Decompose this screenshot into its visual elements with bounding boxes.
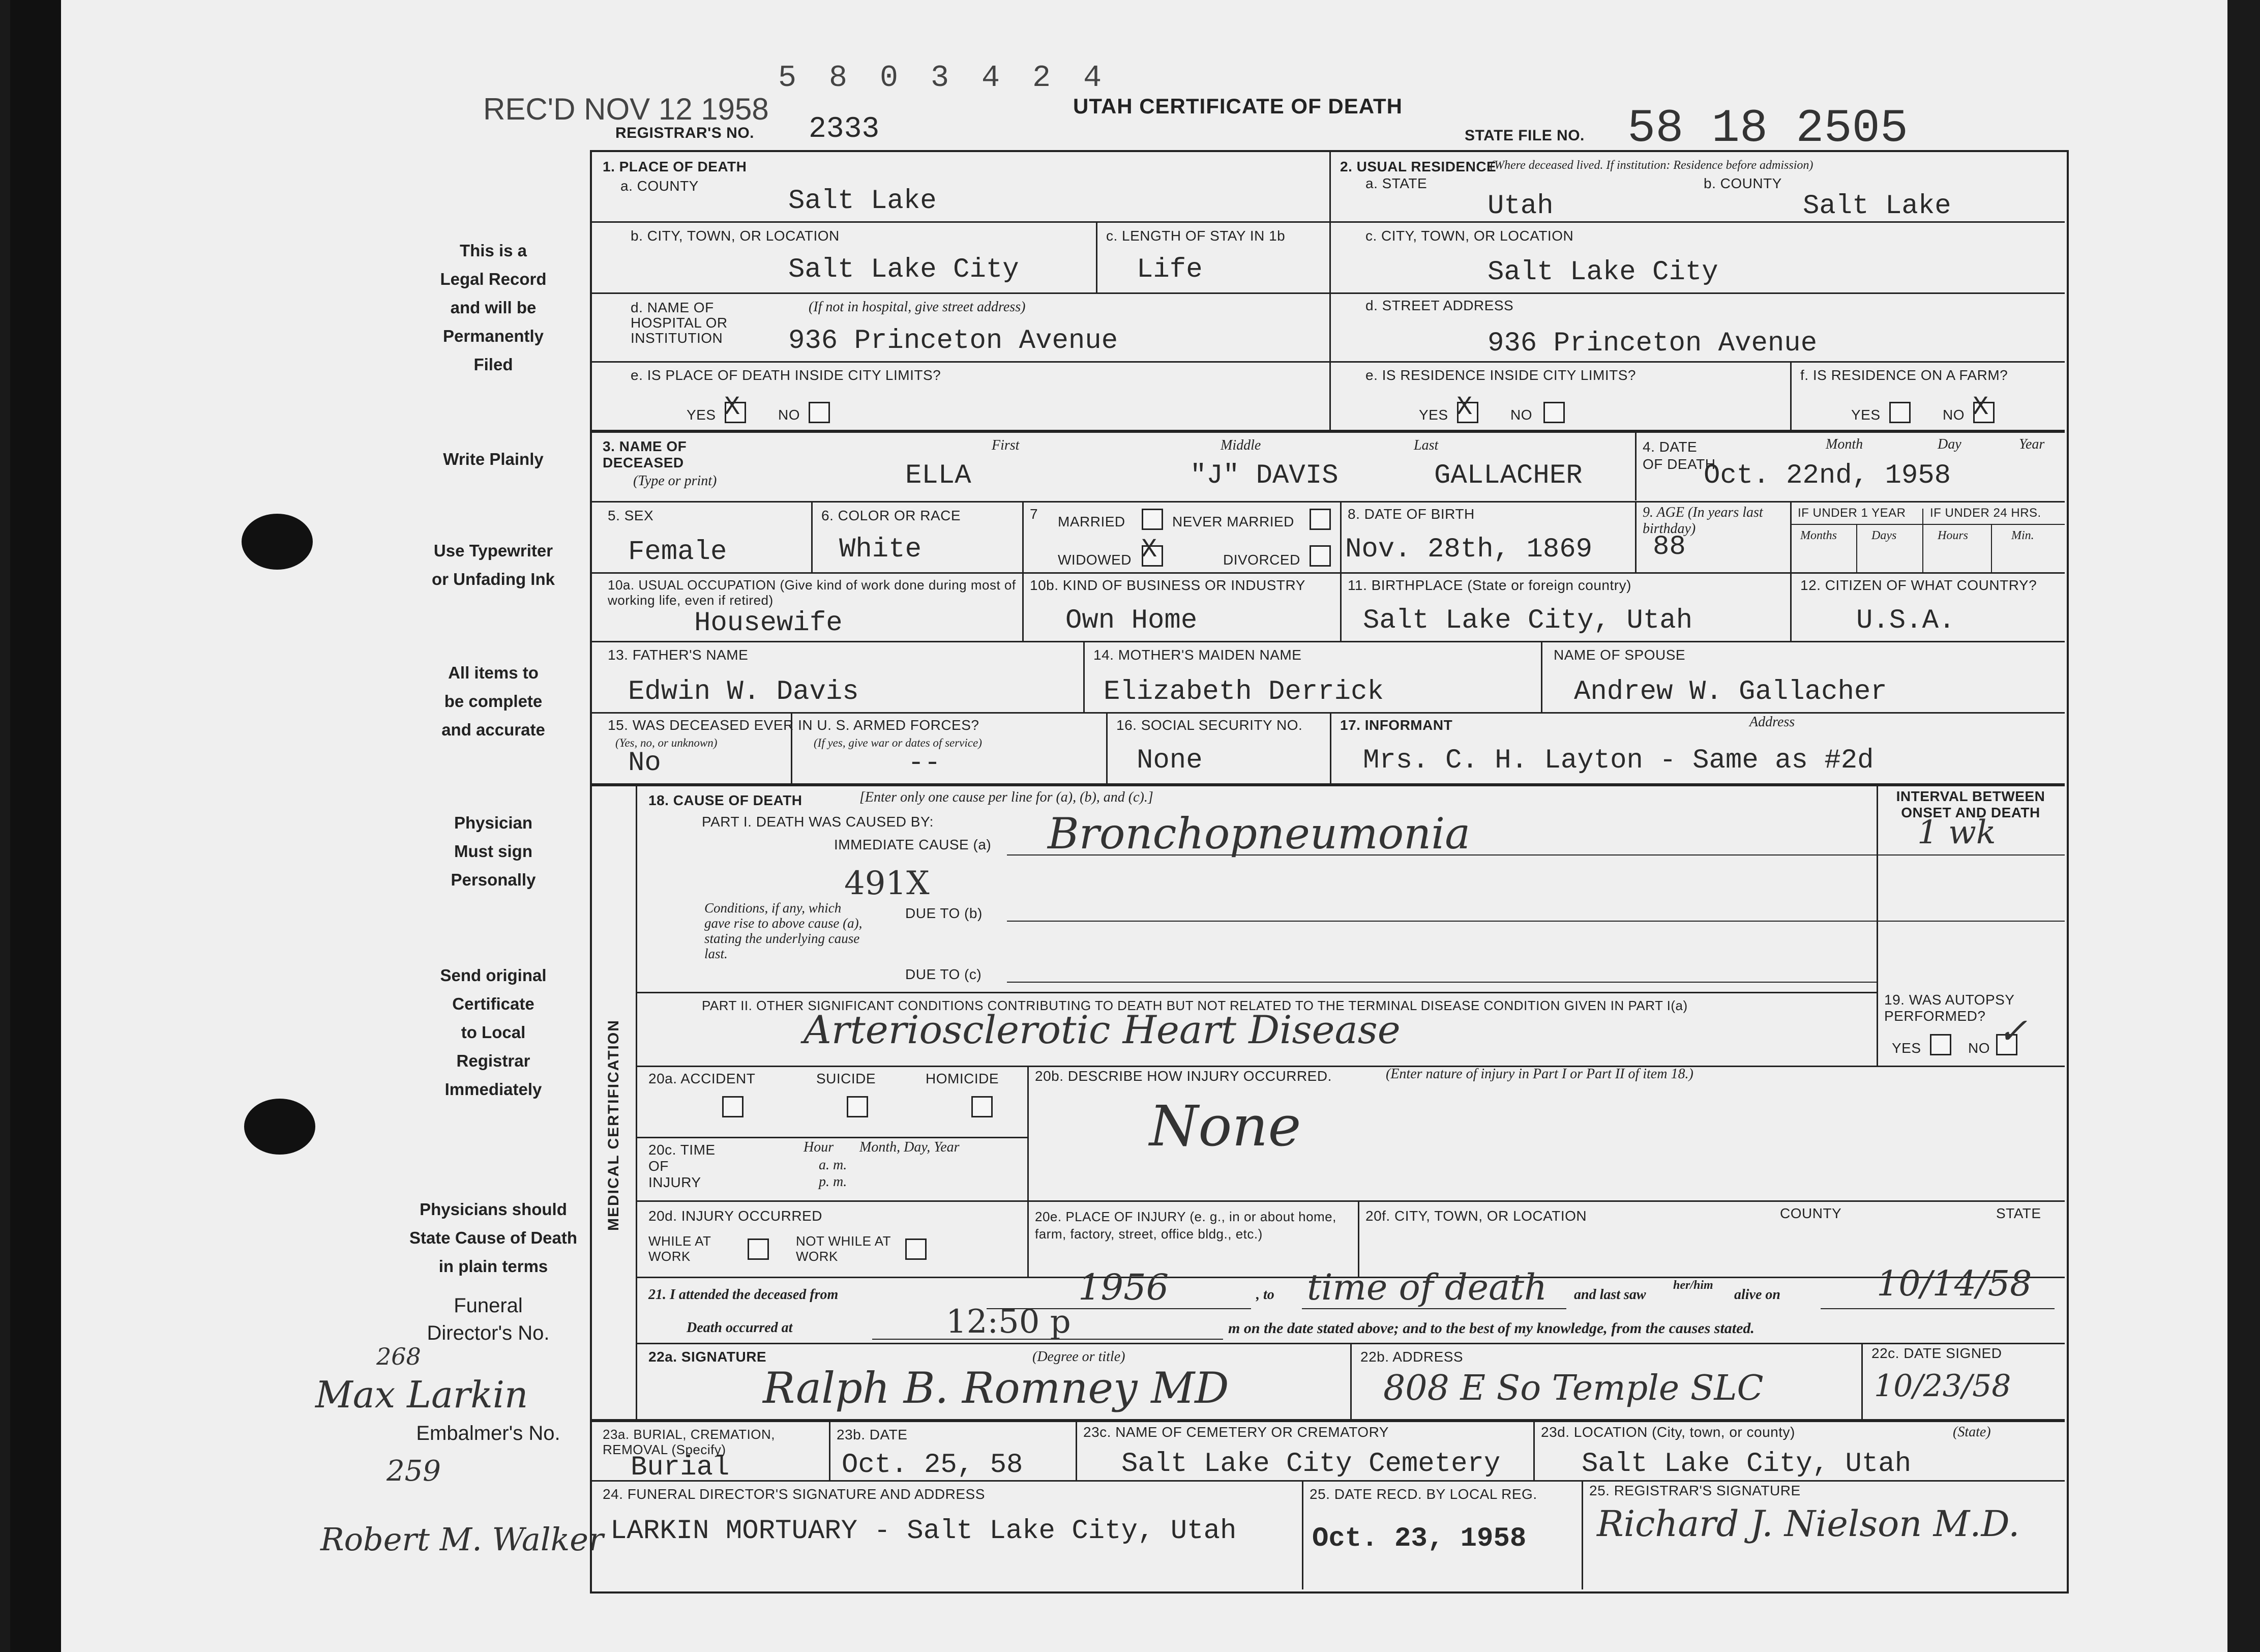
stamp-numbers: 5 8 0 3 4 2 4 [778,61,1109,96]
business-label: 10b. KIND OF BUSINESS OR INDUSTRY [1030,577,1305,593]
age-label: 9. AGE (In years last birthday) [1643,505,1763,537]
death-inside-yes-label: YES [687,407,716,423]
months-label: Months [1800,529,1837,542]
time-of-injury-label: 20c. TIME OF INJURY [648,1142,716,1190]
mother-name: Elizabeth Derrick [1104,676,1384,707]
middle-name-label: Middle [1221,437,1261,453]
deceased-name-note: (Type or print) [633,473,717,489]
date-of-birth: Nov. 28th, 1869 [1345,534,1593,565]
her-him-label: her/him [1673,1279,1713,1292]
marital-num: 7 [1030,506,1038,522]
informant: Mrs. C. H. Layton - Same as #2d [1363,745,1874,776]
month-label: Month [1826,436,1863,452]
occupation: Housewife [694,608,843,639]
day-label: Day [1938,436,1961,452]
while-work-checkbox[interactable] [748,1238,769,1260]
res-inside-no-checkbox[interactable] [1543,402,1565,423]
interval: 1 wk [1917,814,1996,851]
residence-state: Utah [1488,191,1554,222]
residence-city-label: c. CITY, TOWN, OR LOCATION [1365,228,1574,244]
burial-method: Burial [631,1452,730,1483]
part2-label: PART II. OTHER SIGNIFICANT CONDITIONS CONTRIBUTING TO DEATH BUT NOT RELATED TO THE TERMINAL DISEASE CONDITION GIVEN IN PART I(a) [702,998,1688,1013]
first-name-label: First [992,437,1020,453]
married-label: MARRIED [1058,514,1125,529]
due-to-b-label: DUE TO (b) [905,905,983,921]
street-address: 936 Princeton Avenue [1488,328,1818,359]
autopsy-label: 19. WAS AUTOPSY PERFORMED? [1884,992,2014,1024]
autopsy-no-label: NO [1968,1040,1990,1056]
homicide-checkbox[interactable] [971,1096,993,1117]
send-original-note: Send original Certificate to Local Registrar Immediately [440,966,547,1099]
date-signed-label: 22c. DATE SIGNED [1871,1345,2002,1361]
pm-label: p. m. [819,1174,847,1190]
armed-forces-note2: (If yes, give war or dates of service) [814,736,982,749]
funeral-director-label: Funeral Director's No. [427,1294,550,1344]
informant-address-label: Address [1749,714,1795,730]
autopsy-yes-label: YES [1892,1040,1921,1056]
embalmer-signature: Robert M. Walker [320,1521,604,1558]
stay-label: c. LENGTH OF STAY IN 1b [1106,228,1286,244]
injury-description: None [1149,1094,1301,1159]
res-inside-mark: X [1456,392,1473,422]
punch-hole [242,514,313,570]
physician-sign-note: Physician Must sign Personally [451,813,536,889]
informant-label: 17. INFORMANT [1340,717,1453,733]
death-occurred-label: Death occurred at [687,1320,793,1336]
cause-note: [Enter only one cause per line for (a), (b), and (c).] [859,789,1153,805]
alive-on-date: 10/14/58 [1877,1264,2032,1304]
write-plainly-note: Write Plainly [443,450,544,468]
under-24-hours-label: IF UNDER 24 HRS. [1930,506,2041,520]
certificate-title: UTAH CERTIFICATE OF DEATH [1073,94,1403,118]
describe-injury-label: 20b. DESCRIBE HOW INJURY OCCURRED. [1035,1068,1332,1084]
business: Own Home [1065,605,1198,636]
attended-from: 1956 [1078,1266,1169,1308]
first-name: ELLA [905,460,971,491]
while-work-label: WHILE AT WORK [648,1233,711,1264]
hospital-note: (If not in hospital, give street address) [809,299,1026,315]
cause-label: 18. CAUSE OF DEATH [648,792,802,808]
medical-certification-label: MEDICAL CERTIFICATION [605,1019,622,1231]
due-to-c-label: DUE TO (c) [905,966,982,982]
last-name: GALLACHER [1434,460,1583,491]
funeral-director-sig-label: 24. FUNERAL DIRECTOR'S SIGNATURE AND ADDRESS [603,1486,985,1502]
date-of-death: Oct. 22nd, 1958 [1704,460,1951,491]
married-checkbox[interactable] [1142,509,1163,530]
state-file-no: 58 18 2505 [1627,102,1909,155]
immediate-cause: Bronchopneumonia [1048,809,1471,859]
cemetery-name: Salt Lake City Cemetery [1121,1449,1501,1480]
year-label: Year [2019,436,2045,452]
autopsy-mark: ✓ [1998,1010,2028,1052]
state-file-label: STATE FILE NO. [1465,127,1585,144]
hospital-label: d. NAME OF HOSPITAL OR INSTITUTION [631,300,728,346]
sex-label: 5. SEX [608,508,654,523]
received-stamp: REC'D NOV 12 1958 [483,92,769,126]
date-signed: 10/23/58 [1874,1368,2011,1404]
funeral-director: LARKIN MORTUARY - Salt Lake City, Utah [610,1516,1237,1547]
accident-label: 20a. ACCIDENT [648,1071,756,1086]
farm-label: f. IS RESIDENCE ON A FARM? [1800,367,2008,383]
occupation-label: 10a. USUAL OCCUPATION (Give kind of work done during most of working life, even if retired) [608,577,1016,608]
embalmer-no: 259 [386,1455,441,1488]
typewriter-note: Use Typewriter or Unfading Ink [432,541,555,588]
burial-date: Oct. 25, 58 [842,1450,1023,1481]
farm-no-checkbox[interactable] [1973,392,1995,423]
embalmer-label: Embalmer's No. [416,1422,560,1444]
attended-to: time of death [1307,1266,1548,1308]
widowed-label: WIDOWED [1058,552,1132,568]
not-work-label: NOT WHILE AT WORK [796,1233,891,1264]
death-occurred-statement: m on the date stated above; and to the best of my knowledge, from the causes stated. [1228,1320,1755,1337]
describe-injury-note: (Enter nature of injury in Part I or Part II of item 18.) [1386,1066,1693,1082]
autopsy-yes-checkbox[interactable] [1930,1034,1951,1055]
mother-label: 14. MOTHER'S MAIDEN NAME [1093,647,1302,663]
birthplace-label: 11. BIRTHPLACE (State or foreign country) [1348,577,1631,593]
father-name: Edwin W. Davis [628,676,859,707]
spouse-name: Andrew W. Gallacher [1574,676,1887,707]
suicide-checkbox[interactable] [847,1096,868,1117]
under-1-year-label: IF UNDER 1 YEAR [1798,506,1906,520]
death-inside-city-label: e. IS PLACE OF DEATH INSIDE CITY LIMITS? [631,367,941,383]
citizenship: U.S.A. [1856,605,1955,636]
attended-to-label: , to [1256,1287,1274,1303]
deceased-name-label: 3. NAME OF DECEASED [603,438,687,470]
death-inside-no-checkbox[interactable] [809,402,830,423]
registrar-signature: Richard J. Nielson M.D. [1597,1503,2020,1545]
farm-no-label: NO [1943,407,1965,423]
burial-location: Salt Lake City, Utah [1582,1449,1912,1480]
usual-residence-label: 2. USUAL RESIDENCE [1340,159,1497,174]
alive-on-label: alive on [1734,1287,1780,1303]
degree-label: (Degree or title) [1032,1349,1125,1365]
death-inside-mark: X [724,392,740,422]
residence-county: Salt Lake [1803,191,1951,222]
last-saw-label: and last saw [1574,1287,1646,1303]
punch-hole [244,1099,315,1155]
ssn: None [1137,745,1203,776]
scan-edge [10,0,61,1652]
physician-signature: Ralph B. Romney MD [763,1363,1229,1413]
widowed-checkbox[interactable] [1141,535,1163,567]
registrar-label: REGISTRAR'S NO. [615,125,754,141]
death-county-label: a. COUNTY [620,178,699,194]
birthplace: Salt Lake City, Utah [1363,605,1693,636]
armed-forces-dates: -- [908,748,941,779]
residence-county-label: b. COUNTY [1704,175,1782,191]
physician-address: 808 E So Temple SLC [1383,1368,1764,1408]
registrar-signature-label: 25. REGISTRAR'S SIGNATURE [1589,1483,1801,1498]
farm-yes-checkbox[interactable] [1889,402,1911,423]
registrar-no: 2333 [809,113,880,146]
part1-label: PART I. DEATH WAS CAUSED BY: [702,814,934,830]
physician-address-label: 22b. ADDRESS [1360,1349,1464,1365]
am-label: a. m. [819,1157,847,1173]
place-of-death-label: 1. PLACE OF DEATH [603,159,747,174]
res-inside-city-label: e. IS RESIDENCE INSIDE CITY LIMITS? [1365,367,1636,383]
interval-label: INTERVAL BETWEEN ONSET AND DEATH [1896,788,2045,820]
items-complete-note: All items to be complete and accurate [441,663,545,739]
armed-forces: No [628,748,661,779]
funeral-director-no: 268 [376,1343,421,1370]
widowed-mark: X [1141,535,1157,565]
hours-label: Hours [1938,529,1969,542]
armed-forces-note1: (Yes, no, or unknown) [615,736,718,749]
injury-occurred-label: 20d. INJURY OCCURRED [648,1208,822,1224]
date-recd: Oct. 23, 1958 [1312,1523,1527,1554]
injury-city-label: 20f. CITY, TOWN, OR LOCATION [1365,1208,1587,1224]
burial-date-label: 23b. DATE [837,1427,908,1442]
burial-label: 23a. BURIAL, CREMATION, REMOVAL (Specify) [603,1427,775,1457]
death-city-label: b. CITY, TOWN, OR LOCATION [631,228,840,244]
part2-conditions: Arteriosclerotic Heart Disease [804,1007,1401,1052]
residence-note: (Where deceased lived. If institution: Residence before admission) [1490,159,1813,172]
father-label: 13. FATHER'S NAME [608,647,749,663]
attended-label: 21. I attended the deceased from [648,1287,839,1303]
divorced-checkbox[interactable] [1310,545,1331,567]
residence-state-label: a. STATE [1365,175,1428,191]
ssn-label: 16. SOCIAL SECURITY NO. [1116,717,1303,733]
homicide-label: HOMICIDE [926,1071,999,1086]
last-name-label: Last [1414,437,1439,453]
immediate-cause-label: IMMEDIATE CAUSE (a) [834,837,992,852]
certificate-paper [10,0,2227,1652]
cause-code: 491X [844,865,930,902]
conditions-note: Conditions, if any, which gave rise to above cause (a), stating the underlying cause last. [704,900,863,961]
res-inside-yes-checkbox[interactable] [1456,392,1478,423]
date-of-death-label: 4. DATE OF DEATH [1643,439,1716,472]
hospital-name: 936 Princeton Avenue [788,326,1118,357]
never-married-label: NEVER MARRIED [1172,514,1294,529]
street-address-label: d. STREET ADDRESS [1365,298,1514,313]
dob-label: 8. DATE OF BIRTH [1348,506,1475,522]
injury-county-label: COUNTY [1780,1205,1842,1221]
never-married-checkbox[interactable] [1310,509,1331,530]
res-inside-no-label: NO [1510,407,1532,423]
sex: Female [628,537,727,568]
days-label: Days [1871,529,1897,542]
stay-length: Life [1137,254,1203,285]
injury-state-label: STATE [1996,1205,2041,1221]
race: White [839,534,922,565]
funeral-director-signature: Max Larkin [315,1373,528,1416]
mdy-label: Month, Day, Year [859,1139,960,1155]
spouse-label: NAME OF SPOUSE [1554,647,1686,663]
signature-label: 22a. SIGNATURE [648,1349,767,1365]
res-inside-yes-label: YES [1419,407,1448,423]
death-time: 12:50 p [946,1303,1071,1341]
cemetery-label: 23c. NAME OF CEMETERY OR CREMATORY [1083,1424,1389,1440]
legal-note: This is a Legal Record and will be Permanently Filed [440,241,547,374]
middle-name: "J" DAVIS [1190,460,1339,491]
age: 88 [1653,532,1686,563]
suicide-label: SUICIDE [816,1071,876,1086]
hour-label: Hour [804,1139,834,1155]
autopsy-no-checkbox[interactable] [1996,1010,2028,1055]
date-recd-label: 25. DATE RECD. BY LOCAL REG. [1310,1486,1537,1502]
burial-state-label: (State) [1953,1424,1991,1440]
farm-yes-label: YES [1851,407,1881,423]
residence-city: Salt Lake City [1488,257,1718,288]
death-county: Salt Lake [788,186,937,217]
accident-checkbox[interactable] [722,1096,744,1117]
death-city: Salt Lake City [788,254,1019,285]
citizen-label: 12. CITIZEN OF WHAT COUNTRY? [1800,577,2037,593]
burial-location-label: 23d. LOCATION (City, town, or county) [1541,1424,1795,1440]
race-label: 6. COLOR OR RACE [821,508,961,523]
minutes-label: Min. [2011,529,2034,542]
death-inside-yes-checkbox[interactable] [724,392,746,423]
death-inside-no-label: NO [778,407,800,423]
place-of-injury-label: 20e. PLACE OF INJURY (e. g., in or about home, farm, factory, street, office bldg., etc.) [1035,1209,1336,1242]
farm-mark: X [1973,392,1989,422]
not-work-checkbox[interactable] [905,1238,927,1260]
physicians-should-note: Physicians should State Cause of Death in plain terms [409,1200,578,1276]
divorced-label: DIVORCED [1223,552,1300,568]
armed-forces-label: 15. WAS DECEASED EVER IN U. S. ARMED FORCES? [608,717,979,733]
